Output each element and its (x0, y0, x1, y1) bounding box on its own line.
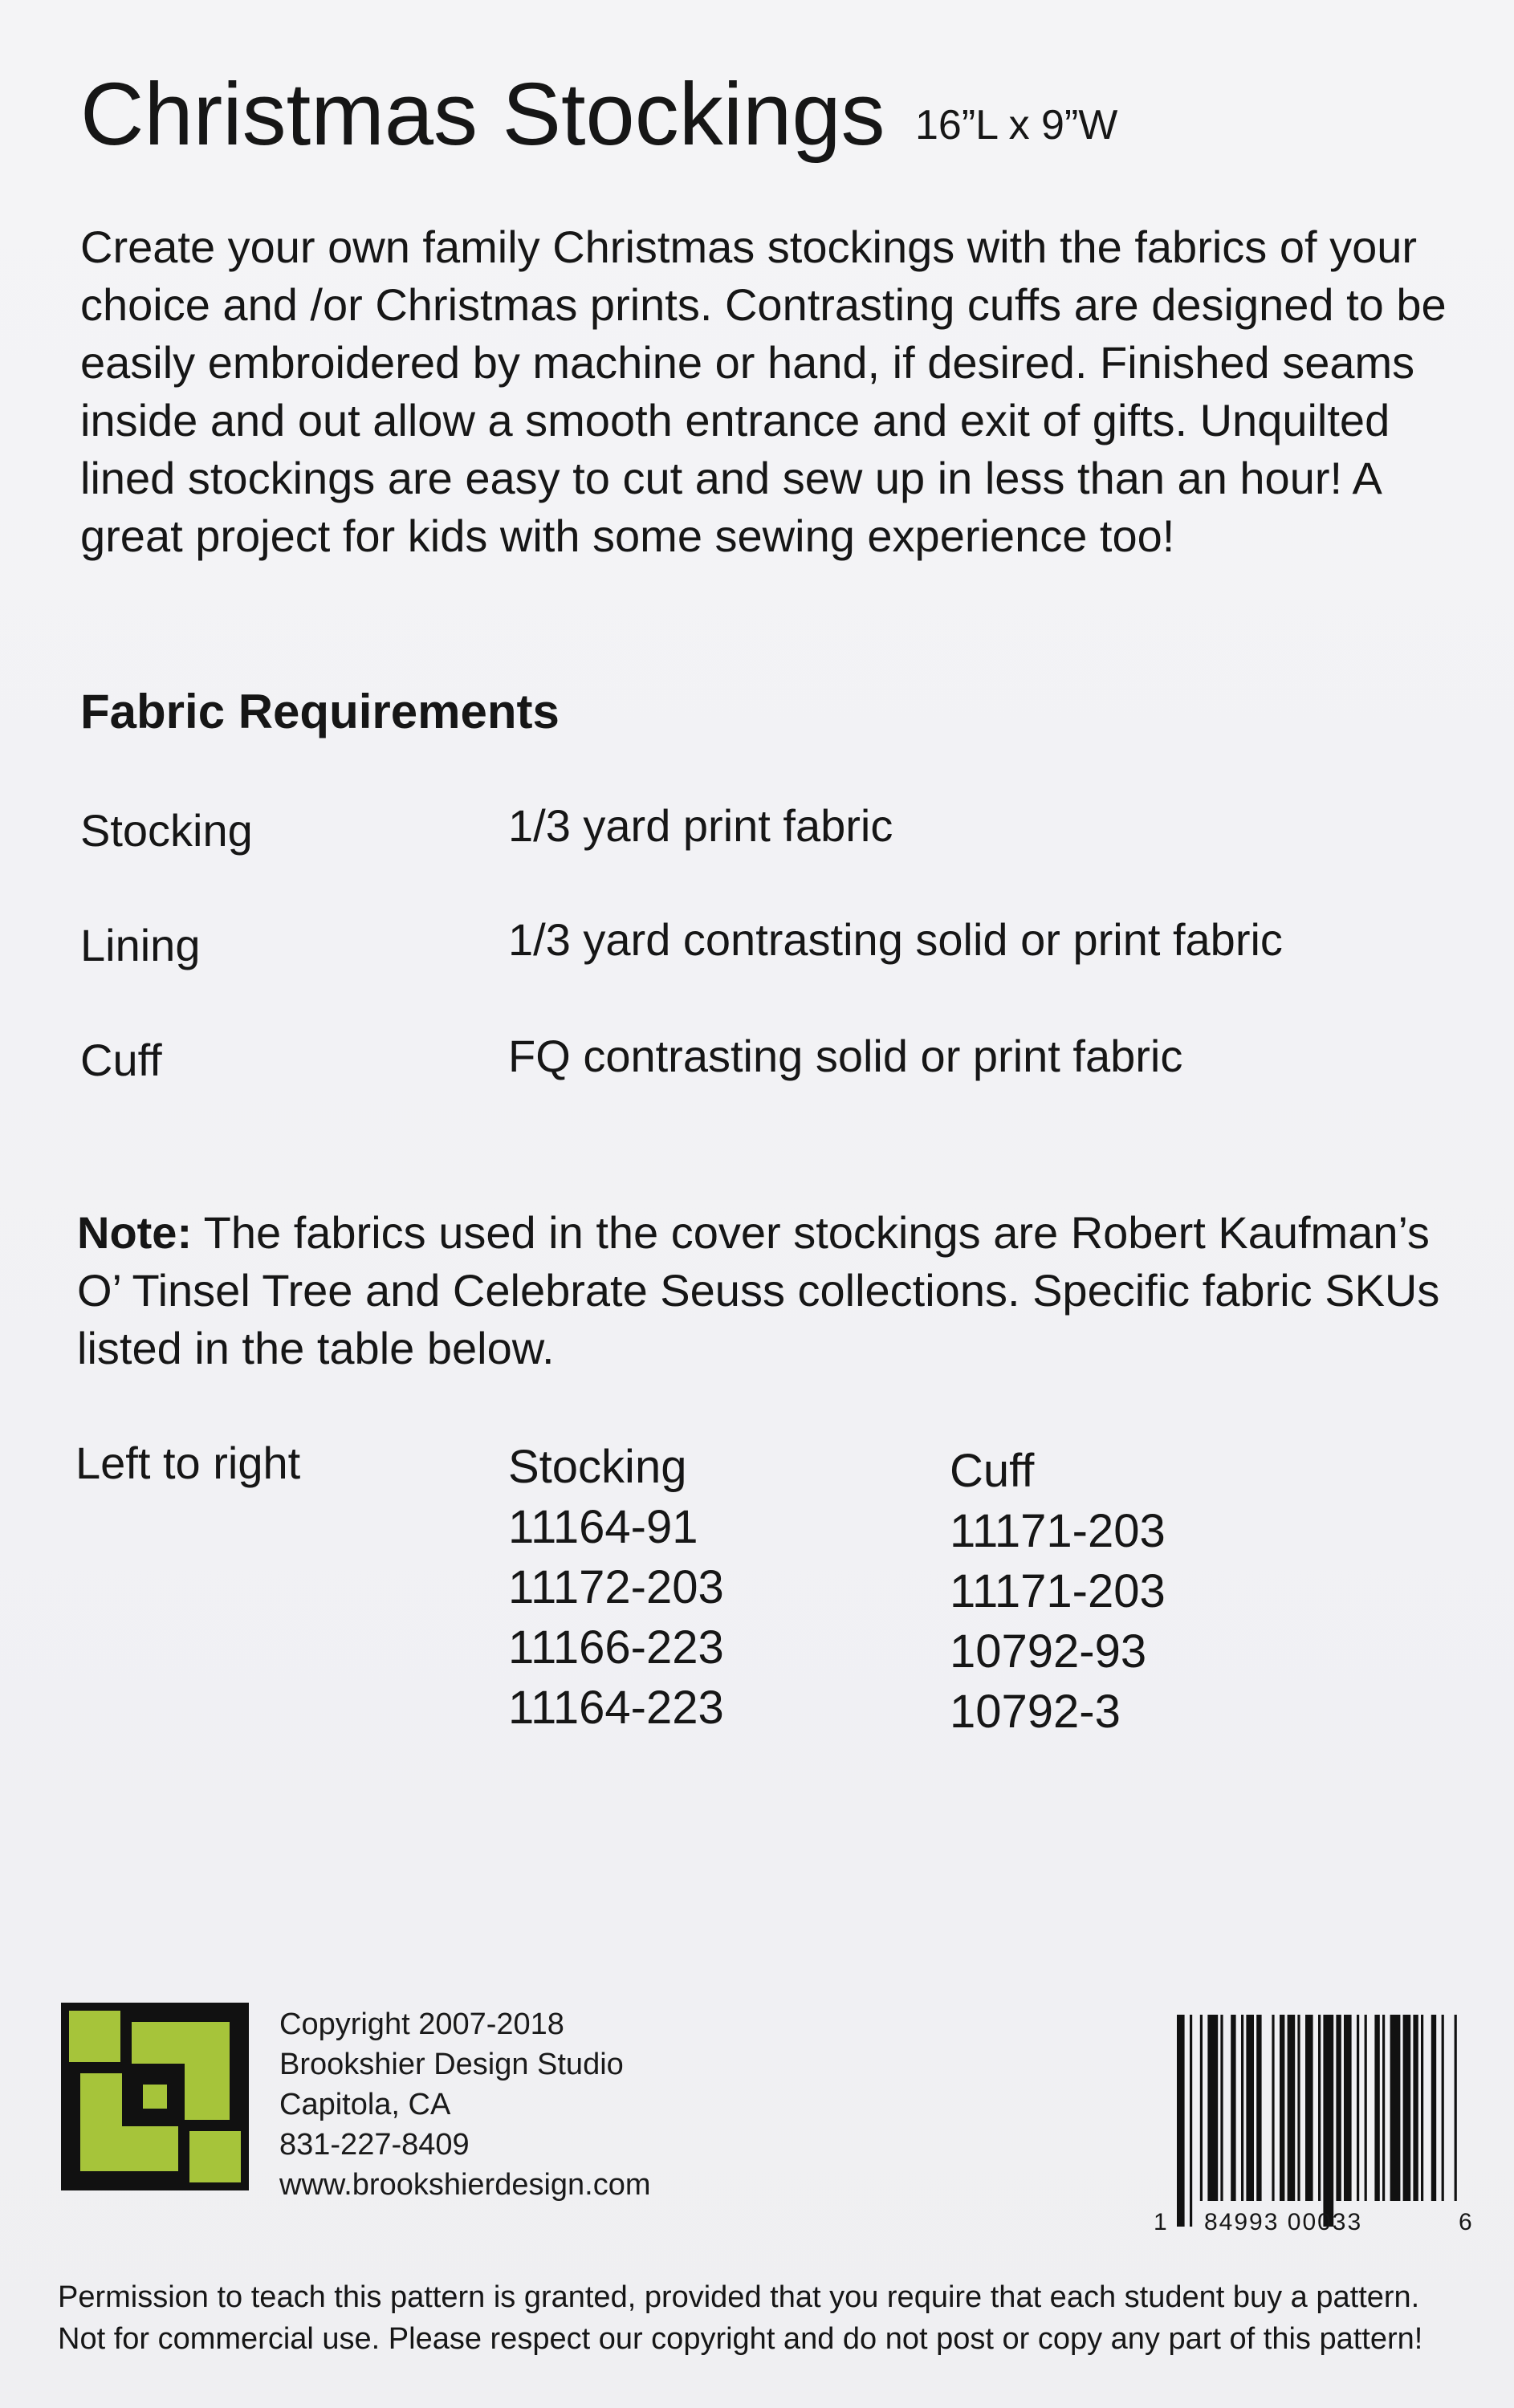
barcode-icon (1174, 2015, 1461, 2227)
studio-phone: 831-227-8409 (279, 2128, 470, 2162)
intro-line: inside and out allow a smooth entrance and exit of gifts. Unquilted (80, 395, 1390, 445)
requirement-label-stocking: Stocking (80, 805, 253, 856)
intro-line: Create your own family Christmas stockings with the fabrics of your (80, 222, 1418, 272)
contact-info (279, 2004, 651, 2205)
barcode-digit-left: 1 (1154, 2209, 1167, 2235)
sku-cell: 11172-203 (508, 1561, 724, 1613)
intro-line: lined stockings are easy to cut and sew up in less than an hour! A (80, 453, 1382, 503)
requirement-value-lining: 1/3 yard contrasting solid or print fabric (508, 914, 1283, 965)
permission-line: Permission to teach this pattern is granted, provided that you require that each student buy a pattern. (58, 2280, 1420, 2314)
intro-line: choice and /or Christmas prints. Contrasting cuffs are designed to be (80, 279, 1447, 330)
sku-cell: 11171-203 (950, 1565, 1166, 1617)
sku-cell: 11164-91 (508, 1501, 698, 1553)
cuff-sku-column (950, 1441, 1166, 1742)
studio-location: Capitola, CA (279, 2088, 451, 2121)
barcode-digit-right: 6 (1459, 2209, 1472, 2235)
barcode-digits-middle: 84993 00033 (1204, 2209, 1363, 2235)
sku-cell: 11166-223 (508, 1621, 724, 1674)
table-row-label: Left to right (75, 1438, 301, 1488)
requirement-label-lining: Lining (80, 920, 201, 970)
requirement-value-stocking: 1/3 yard print fabric (508, 800, 893, 851)
permission-notice (58, 2276, 1487, 2360)
sku-cell: 10792-3 (950, 1686, 1121, 1738)
note-line: listed in the table below. (77, 1323, 555, 1373)
studio-name: Brookshier Design Studio (279, 2048, 624, 2081)
permission-line: Not for commercial use. Please respect our copyright and do not post or copy any part of this pattern! (58, 2322, 1423, 2356)
note-label: Note: (77, 1207, 193, 1258)
column-header: Stocking (508, 1441, 687, 1493)
note-paragraph (77, 1204, 1490, 1377)
note-line: O’ Tinsel Tree and Celebrate Seuss collections. Specific fabric SKUs (77, 1265, 1440, 1316)
brookshier-logo-icon (61, 2003, 249, 2190)
studio-website: www.brookshierdesign.com (279, 2168, 651, 2202)
page-title: Christmas Stockings (80, 65, 885, 164)
intro-line: easily embroidered by machine or hand, if desired. Finished seams (80, 337, 1415, 388)
sku-cell: 10792-93 (950, 1625, 1147, 1678)
sku-cell: 11171-203 (950, 1505, 1166, 1557)
stocking-size: 16”L x 9”W (915, 102, 1118, 148)
sku-cell: 11164-223 (508, 1682, 724, 1734)
note-line (77, 1204, 1490, 1262)
copyright-text: Copyright 2007-2018 (279, 2007, 564, 2041)
intro-paragraph (80, 218, 1461, 565)
note-text: The fabrics used in the cover stockings are Robert Kaufman’s (192, 1207, 1430, 1258)
stocking-sku-column (508, 1437, 724, 1738)
intro-line: great project for kids with some sewing experience too! (80, 510, 1175, 561)
requirement-label-cuff: Cuff (80, 1035, 162, 1085)
column-header: Cuff (950, 1445, 1035, 1497)
requirement-value-cuff: FQ contrasting solid or print fabric (508, 1031, 1183, 1081)
fabric-requirements-heading: Fabric Requirements (80, 685, 560, 738)
